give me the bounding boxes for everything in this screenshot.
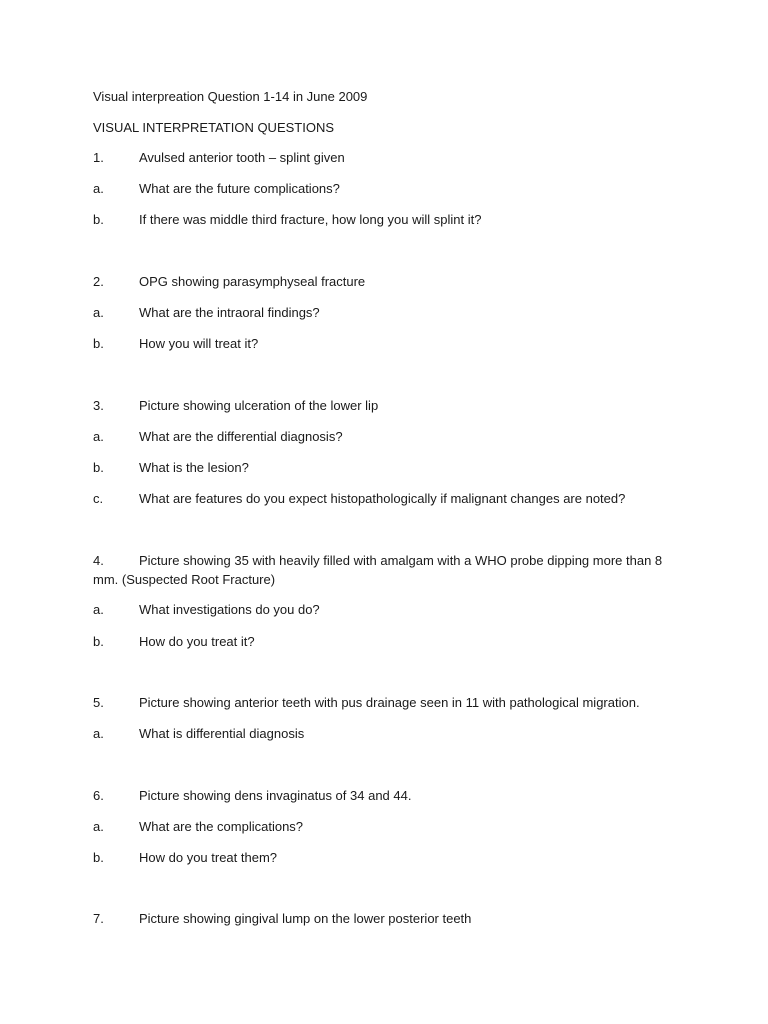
sub-question-text: How do you treat it?: [139, 634, 255, 649]
question-text: Picture showing dens invaginatus of 34 and 44.: [139, 788, 412, 803]
question-number: 4.: [93, 553, 104, 568]
sub-question-label: a.: [93, 305, 104, 320]
sub-question-label: b.: [93, 212, 104, 227]
sub-question-text: What are the complications?: [139, 819, 304, 834]
sub-question-label: a.: [93, 726, 104, 741]
sub-question-text: How do you treat them?: [139, 850, 278, 865]
sub-question-label: a.: [93, 602, 104, 617]
sub-question-text: What is the lesion?: [139, 460, 249, 475]
sub-question-label: b.: [93, 336, 104, 351]
question-text: Picture showing ulceration of the lower lip: [139, 398, 379, 413]
sub-question-text: If there was middle third fracture, how long you will splint it?: [139, 212, 482, 227]
sub-question-label: b.: [93, 634, 104, 649]
section-heading: VISUAL INTERPRETATION QUESTIONS: [93, 120, 335, 135]
sub-question-text: What are the intraoral findings?: [139, 305, 320, 320]
sub-question-label: b.: [93, 850, 104, 865]
sub-question-text: What are the differential diagnosis?: [139, 429, 343, 444]
sub-question-label: a.: [93, 181, 104, 196]
sub-question-text: How you will treat it?: [139, 336, 259, 351]
question-text: Picture showing anterior teeth with pus drainage seen in 11 with pathological migration.: [139, 695, 640, 710]
question-number: 5.: [93, 695, 104, 710]
question-text-continued: mm. (Suspected Root Fracture): [93, 572, 276, 587]
sub-question-text: What are the future complications?: [139, 181, 340, 196]
sub-question-label: a.: [93, 819, 104, 834]
question-number: 1.: [93, 150, 104, 165]
question-number: 6.: [93, 788, 104, 803]
sub-question-text: What investigations do you do?: [139, 602, 320, 617]
question-number: 3.: [93, 398, 104, 413]
sub-question-text: What are features do you expect histopathologically if malignant changes are noted?: [139, 491, 626, 506]
sub-question-label: a.: [93, 429, 104, 444]
question-text: Picture showing gingival lump on the lower posterior teeth: [139, 911, 472, 926]
sub-question-label: c.: [93, 491, 104, 506]
sub-question-text: What is differential diagnosis: [139, 726, 305, 741]
question-text: Avulsed anterior tooth – splint given: [139, 150, 345, 165]
question-text: Picture showing 35 with heavily filled with amalgam with a WHO probe dipping more than 8: [139, 553, 663, 568]
sub-question-label: b.: [93, 460, 104, 475]
document-title: Visual interpreation Question 1-14 in June 2009: [93, 89, 368, 104]
question-text: OPG showing parasymphyseal fracture: [139, 274, 366, 289]
question-number: 2.: [93, 274, 104, 289]
question-number: 7.: [93, 911, 104, 926]
